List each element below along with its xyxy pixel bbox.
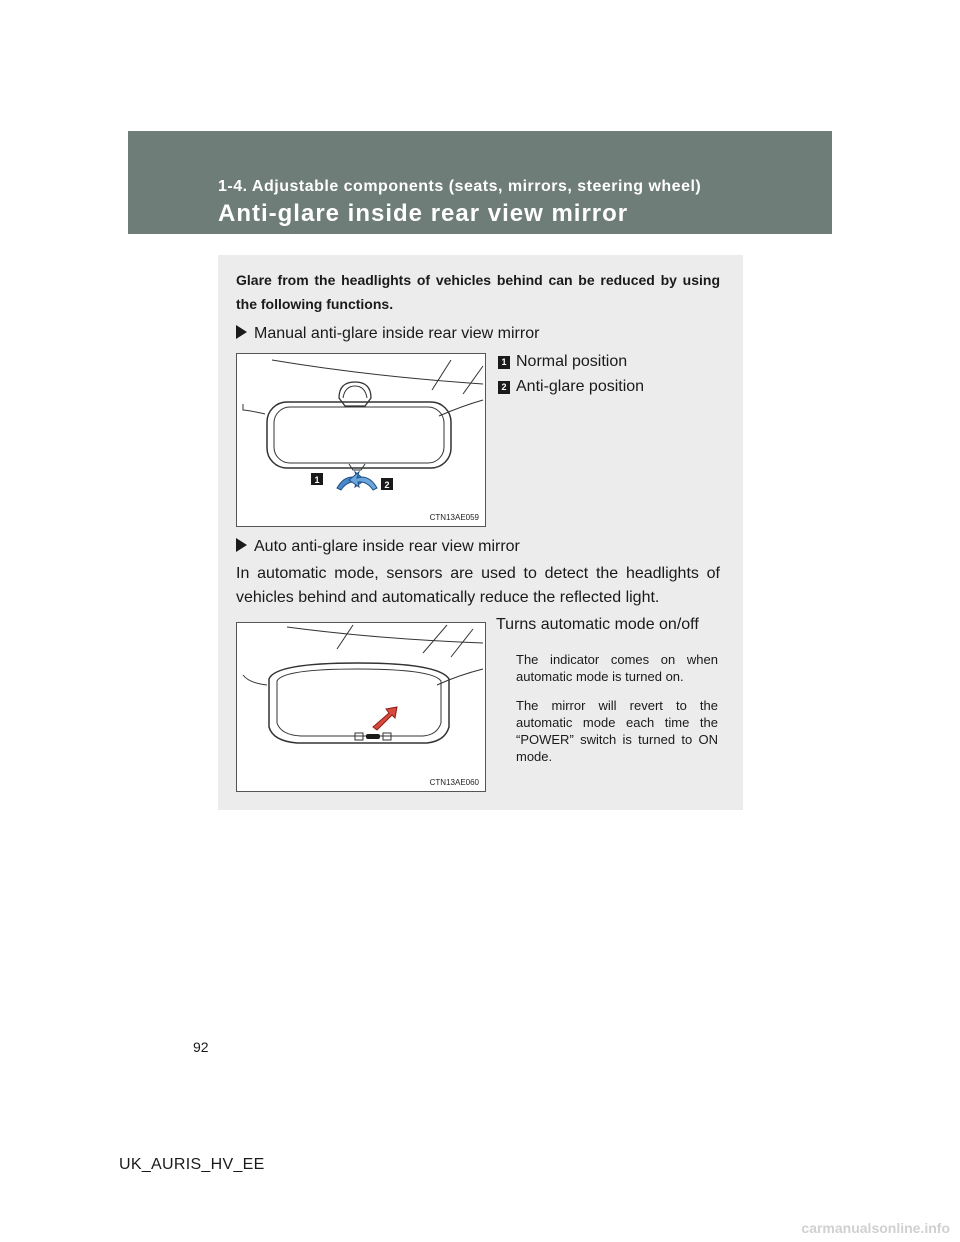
manual-heading-label: Manual anti-glare inside rear view mirror bbox=[254, 325, 540, 342]
auto-note-1: The indicator comes on when automatic mode is turned on. bbox=[516, 652, 718, 684]
manual-item-2-label: Anti-glare position bbox=[516, 378, 645, 395]
auto-mirror-figure bbox=[236, 622, 486, 792]
figure-code: CTN13AE059 bbox=[429, 513, 479, 522]
watermark-text: carmanualsonline.info bbox=[801, 1220, 950, 1236]
figure-code: CTN13AE060 bbox=[429, 778, 479, 787]
number-badge: 1 bbox=[498, 356, 510, 369]
intro-text: Glare from the headlights of vehicles behind can be reduced by using the following functions. bbox=[236, 272, 720, 312]
manual-heading bbox=[236, 325, 539, 343]
auto-note-2: The mirror will revert to the automatic mode each time the “POWER” switch is turned to ON mode. bbox=[516, 698, 718, 764]
auto-heading bbox=[236, 538, 520, 556]
page-title: Anti-glare inside rear view mirror bbox=[218, 200, 629, 227]
manual-mirror-figure bbox=[236, 353, 486, 527]
auto-description: In automatic mode, sensors are used to detect the headlights of vehicles behind and automatically reduce the reflected light. bbox=[236, 565, 720, 606]
auto-mirror-illustration bbox=[237, 623, 485, 791]
footer-code: UK_AURIS_HV_EE bbox=[119, 1156, 265, 1173]
page-number: 92 bbox=[193, 1039, 209, 1055]
manual-mirror-illustration bbox=[237, 354, 485, 526]
manual-item-2 bbox=[498, 378, 644, 396]
triangle-bullet-icon bbox=[236, 325, 247, 339]
number-badge: 2 bbox=[498, 381, 510, 394]
triangle-bullet-icon bbox=[236, 538, 247, 552]
svg-text:2: 2 bbox=[384, 480, 390, 490]
svg-text:1: 1 bbox=[314, 475, 320, 485]
auto-item-label: Turns automatic mode on/off bbox=[496, 616, 699, 633]
manual-item-1 bbox=[498, 353, 627, 371]
manual-item-1-label: Normal position bbox=[516, 353, 628, 370]
auto-heading-label: Auto anti-glare inside rear view mirror bbox=[254, 538, 520, 555]
section-title: 1-4. Adjustable components (seats, mirrors, steering wheel) bbox=[218, 178, 702, 195]
